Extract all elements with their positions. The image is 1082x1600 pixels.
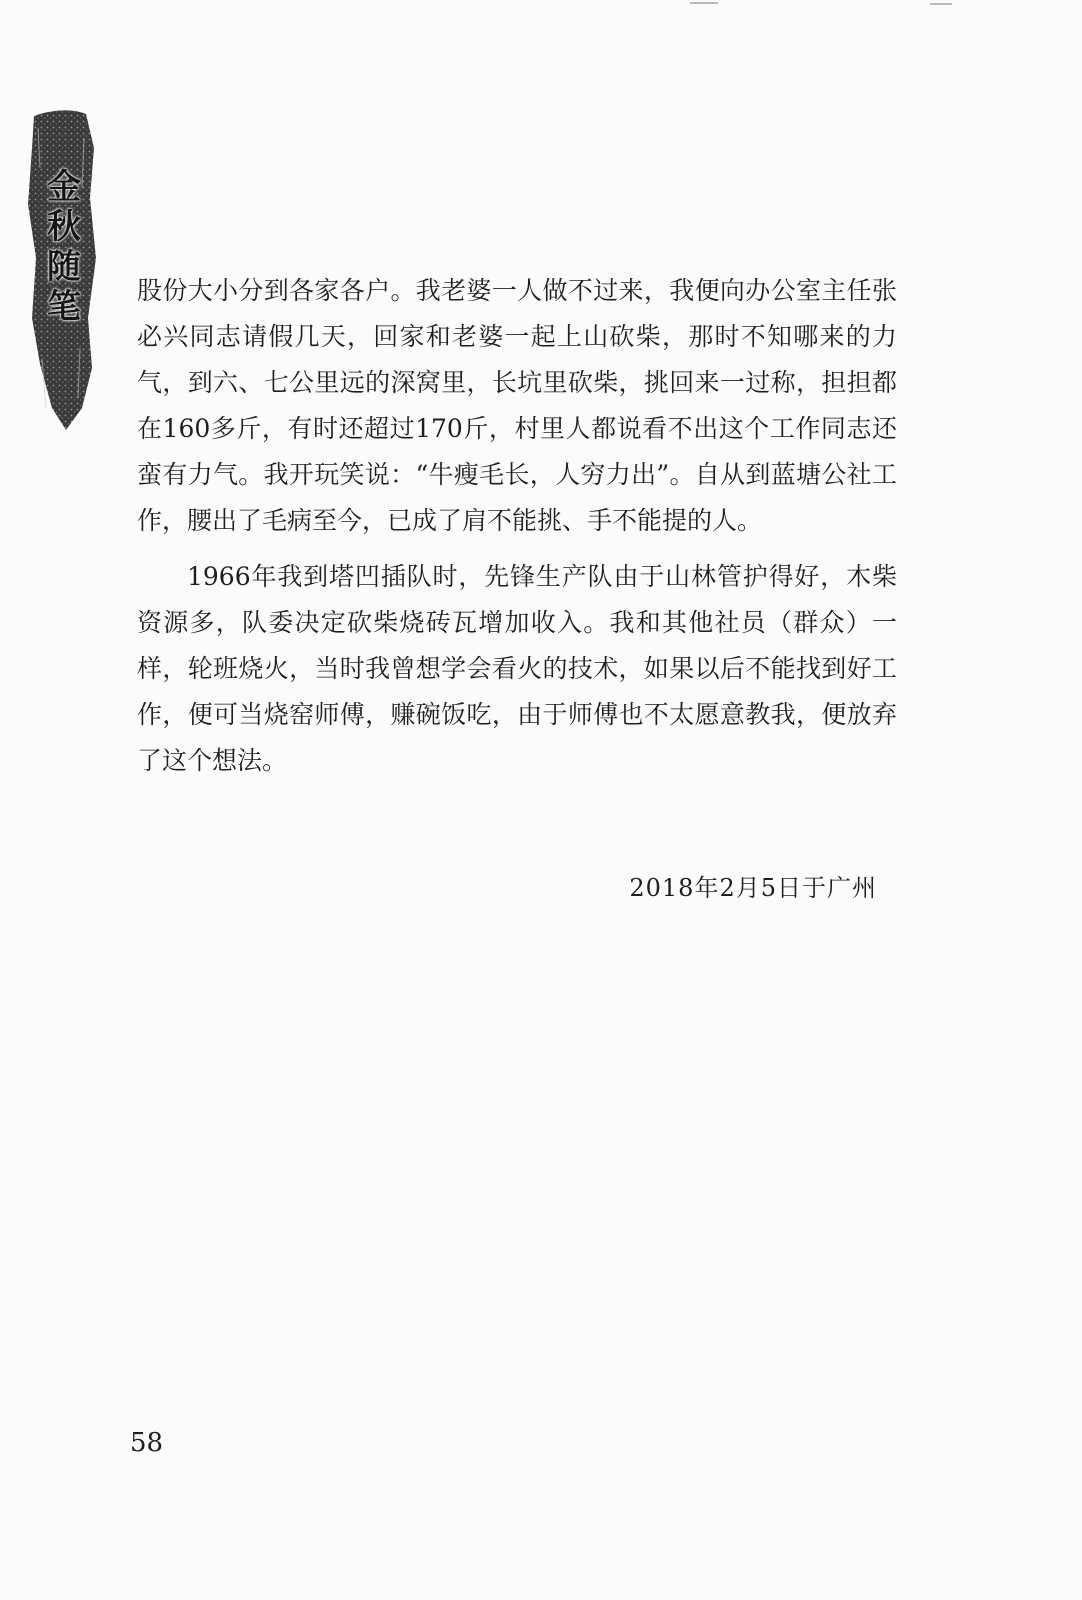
body-text [137,268,897,784]
paragraph: 1966年我到塔凹插队时，先锋生产队由于山林管护得好，木柴资源多，队委决定砍柴烧砖瓦增加收入。我和其他社员（群众）一样，轮班烧火，当时我曾想学会看火的技术，如果以后不能找到好工作，便可当烧窑师傅，赚碗饭吃，由于师傅也不太愿意教我，便放弃了这个想法。 [137,562,897,775]
scan-mark [690,2,718,4]
page-number: 58 [130,1428,164,1458]
paragraph: 股份大小分到各家各户。我老婆一人做不过来，我便向办公室主任张必兴同志请假几天，回家和老婆一起上山砍柴，那时不知哪来的力气，到六、七公里远的深窝里，长坑里砍柴，挑回来一过称，担担都在160多斤，有时还超过170斤，村里人都说看不出这个工作同志还蛮有力气。我开玩笑说：“牛瘦毛长，人穷力出”。自从到蓝塘公社工作，腰出了毛病至今，已成了肩不能挑、手不能提的人。 [137,276,897,535]
scan-mark [930,3,952,5]
side-banner-title: 金秋随笔 [40,168,81,328]
date-signature: 2018年2月5日于广州 [629,874,877,902]
side-banner [22,108,100,438]
